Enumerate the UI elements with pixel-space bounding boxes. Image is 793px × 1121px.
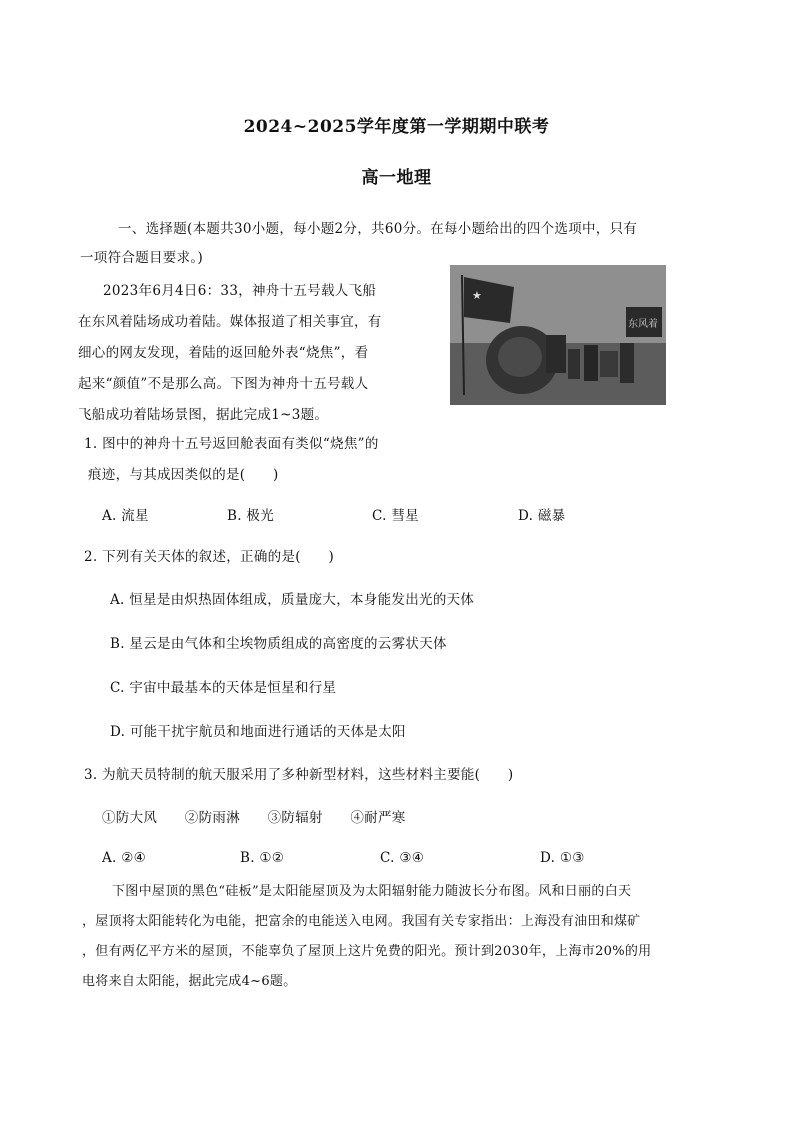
page-title: 2024~2025学年度第一学期期中联考 xyxy=(243,117,550,137)
passage2-line-3: ，但有两亿平方米的屋顶，不能辜负了屋顶上这片免费的阳光。预计到2030年，上海市20%的用 xyxy=(82,944,652,959)
passage1-line-5: 飞船成功着陆场景图，据此完成1~3题。 xyxy=(78,407,329,423)
question-2-option-d: D. 可能干扰宇航员和地面进行通话的天体是太阳 xyxy=(110,724,406,740)
question-3-option-c: C. ③④ xyxy=(380,850,425,866)
question-1-line-1: 1. 图中的神舟十五号返回舱表面有类似“烧焦”的 xyxy=(84,436,379,452)
question-1-option-a: A. 流星 xyxy=(102,508,149,524)
landing-photo xyxy=(450,265,666,405)
flag-star-icon: ★ xyxy=(472,289,482,302)
question-1-option-b: B. 极光 xyxy=(227,508,275,524)
passage1-line-3: 细心的网友发现，着陆的返回舱外表“烧焦”，看 xyxy=(78,345,369,361)
question-2-stem: 2. 下列有关天体的叙述，正确的是( ) xyxy=(84,549,335,565)
passage1-line-2: 在东风着陆场成功着陆。媒体报道了相关事宜，有 xyxy=(78,314,382,330)
question-2-option-c: C. 宇宙中最基本的天体是恒星和行星 xyxy=(110,680,337,696)
passage2-line-1: 下图中屋顶的黑色“硅板”是太阳能屋顶及为太阳辐射能力随波长分布图。风和日丽的白天 xyxy=(112,884,632,899)
page-subtitle: 高一地理 xyxy=(361,168,432,188)
landing-scene-illustration xyxy=(450,265,666,405)
passage1-line-4: 起来“颜值”不是那么高。下图为神舟十五号载人 xyxy=(78,376,369,392)
section-instructions-line-2: 一项符合题目要求。) xyxy=(80,250,204,266)
passage2-line-4: 电将来自太阳能，据此完成4~6题。 xyxy=(82,974,297,989)
question-3-stem: 3. 为航天员特制的航天服采用了多种新型材料，这些材料主要能( ) xyxy=(84,767,514,783)
question-3-option-d: D. ①③ xyxy=(540,850,585,866)
question-3-option-a: A. ②④ xyxy=(102,850,147,866)
passage2-line-2: ，屋顶将太阳能转化为电能，把富余的电能送入电网。我国有关专家指出：上海没有油田和煤矿 xyxy=(82,914,641,929)
question-3-items: ①防大风 ②防雨淋 ③防辐射 ④耐严寒 xyxy=(102,810,406,826)
question-1-line-2: 痕迹，与其成因类似的是( ) xyxy=(88,467,279,483)
passage1-line-1: 2023年6月4日6：33，神舟十五号载人飞船 xyxy=(103,283,377,299)
photo-sign-text: 东风着 xyxy=(628,319,658,330)
question-1-option-c: C. 彗星 xyxy=(372,508,419,524)
question-1-option-d: D. 磁暴 xyxy=(518,508,566,524)
question-3-option-b: B. ①② xyxy=(240,850,285,866)
question-2-option-b: B. 星云是由气体和尘埃物质组成的高密度的云雾状天体 xyxy=(110,636,447,652)
question-2-option-a: A. 恒星是由炽热固体组成，质量庞大，本身能发出光的天体 xyxy=(110,592,475,608)
section-instructions-line-1: 一、选择题(本题共30小题，每小题2分，共60分。在每小题给出的四个选项中，只有 xyxy=(118,221,638,237)
